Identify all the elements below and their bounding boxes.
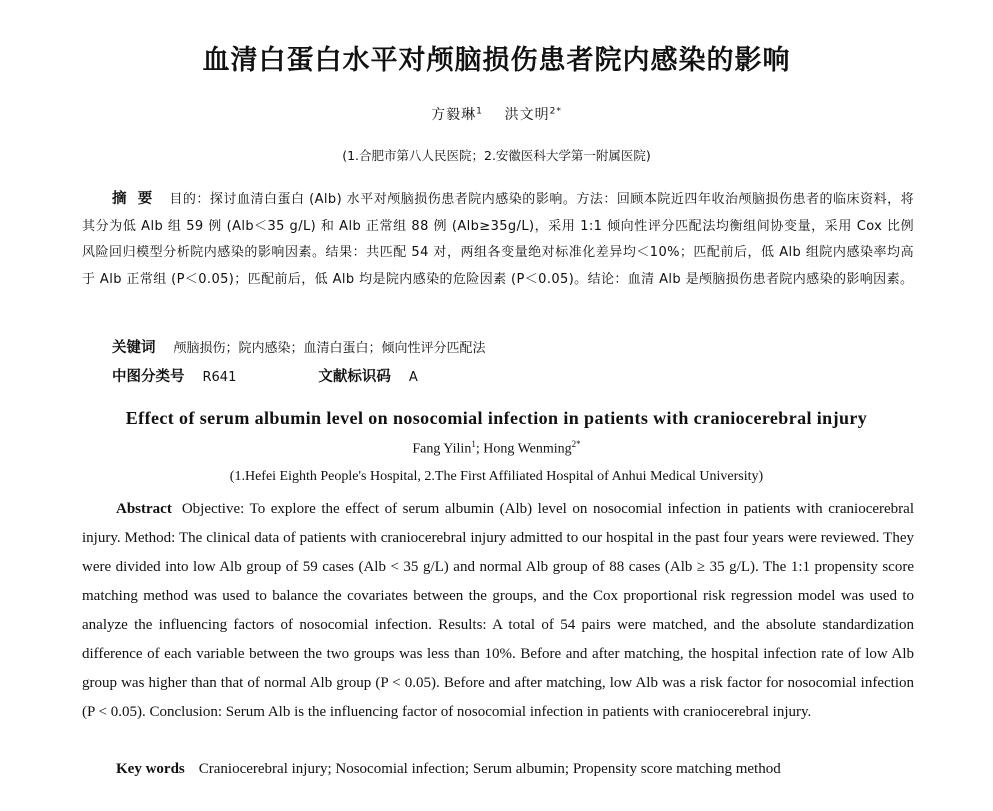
english-abstract [82,495,914,727]
chinese-affiliation: (1.合肥市第八人民医院；2.安徽医科大学第一附属医院) [342,148,651,163]
chinese-authors [0,104,993,124]
chinese-keywords-text: 颅脑损伤；院内感染；血清白蛋白；倾向性评分匹配法 [173,341,486,356]
english-abstract-text: Objective: To explore the effect of serum albumin (Alb) level on nosocomial infection in patients with craniocerebral injury. Method: The clinical data of patients with craniocerebral injury admitted to our hospital in the past four years were reviewed. They were divided into low Alb group of 59 cases (Alb < 35 g/L) and normal Alb group of 88 cases (Alb ≥ 35 g/L). The 1:1 propensity score matching method was used to balance the covariates between the groups, and the Cox proportional risk regression model was used to analyze the influencing factors of nosocomial infection. Results: A total of 54 pairs were matched, and the absolute standardization difference of each variable between the two groups was less than 10%. Before and after matching, the hospital infection rate of low Alb group was higher than that of normal Alb group (P < 0.05). Before and after matching, low Alb was a risk factor for nosocomial infection (P < 0.05). Conclusion: Serum Alb is the influencing factor of nosocomial infection in patients with craniocerebral injury. [82,501,914,720]
chinese-author-1-affil-mark: 1 [476,106,483,117]
english-abstract-label: Abstract [116,501,172,517]
english-author-2-affil-mark: 2* [571,439,581,449]
doc-code-label: 文献标识码 [318,369,391,385]
chinese-abstract [82,186,914,293]
english-title: Effect of serum albumin level on nosocomial infection in patients with craniocerebral injury [125,408,868,428]
classification-line [112,365,418,386]
chinese-keywords-label: 关键词 [112,340,156,356]
class-number-label: 中图分类号 [112,369,185,385]
english-author-1-affil-mark: 1 [471,439,476,449]
english-keywords [116,761,781,778]
english-author-1: Fang Yilin [412,441,472,457]
doc-code-value: A [408,370,418,385]
chinese-abstract-text: 目的：探讨血清白蛋白 (Alb) 水平对颅脑损伤患者院内感染的影响。方法：回顾本院近四年收治颅脑损伤患者的临床资料，将其分为低 Alb 组 59 例 (Alb＜35 g/L) 和 Alb 正常组 88 例 (Alb≥35g/L)，采用 1:1 倾向性评分匹配法均衡组间协变量，采用 Cox 比例风险回归模型分析院内感染的影响因素。结果：共匹配 54 对，两组各变量绝对标准化差异均＜10%；匹配前后，低 Alb 组院内感染率均高于 Alb 正常组 (P＜0.05)；匹配前后，低 Alb 均是院内感染的危险因素 (P＜0.05)。结论：血清 Alb 是颅脑损伤患者院内感染的影响因素。 [82,192,914,287]
english-author-2: Hong Wenming [483,441,572,457]
chinese-keywords [112,336,486,357]
chinese-abstract-label: 摘 要 [112,191,156,207]
chinese-title: 血清白蛋白水平对颅脑损伤患者院内感染的影响 [202,45,791,76]
english-affiliation: (1.Hefei Eighth People's Hospital, 2.The First Affiliated Hospital of Anhui Medical University) [229,469,764,484]
chinese-author-2: 洪文明 [504,107,550,123]
english-author-separator: ; [475,441,484,457]
class-number-value: R641 [202,370,237,385]
english-keywords-label: Key words [116,761,185,777]
chinese-author-1: 方毅琳 [431,107,477,123]
chinese-author-2-affil-mark: 2* [549,106,562,117]
english-keywords-text: Craniocerebral injury; Nosocomial infection; Serum albumin; Propensity score matching method [198,761,781,777]
english-authors [0,439,993,458]
